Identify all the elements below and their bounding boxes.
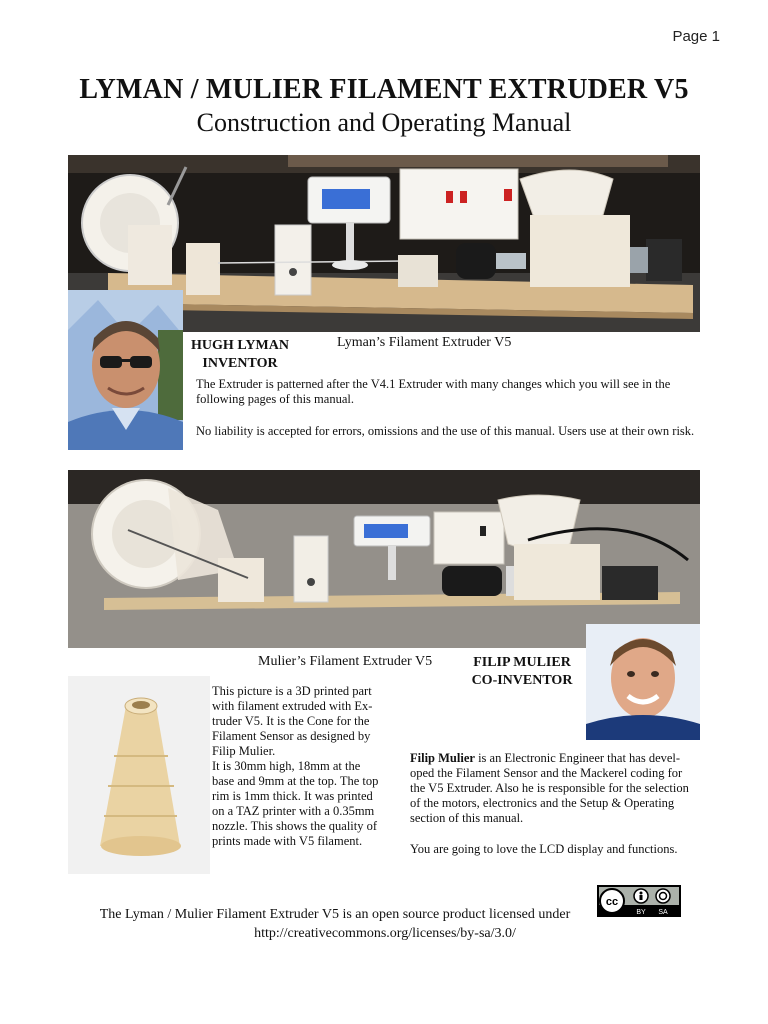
cc-by-sa-badge[interactable] [597, 885, 681, 917]
cone-photo [68, 676, 210, 874]
cone-line: rim is 1mm thick. It was printed [212, 789, 373, 803]
liability-disclaimer: No liability is accepted for errors, omissions and the use of this manual. Users use at their own risk. [196, 424, 695, 438]
cone-line: It is 30mm high, 18mm at the [212, 759, 361, 773]
cone-line: Filip Mulier. [212, 744, 276, 758]
bio-line: of the motors, electronics and the Setup & Operating [410, 796, 675, 810]
bio-name: Filip Mulier [410, 751, 475, 765]
document-title: LYMAN / MULIER FILAMENT EXTRUDER V5 [79, 74, 689, 105]
coinventor-label [462, 654, 582, 690]
filip-mulier-portrait [586, 624, 700, 740]
bio-line [410, 751, 710, 766]
inventor-role: INVENTOR [202, 356, 278, 371]
hugh-lyman-portrait [68, 290, 183, 450]
cone-line: Filament Sensor as designed by [212, 729, 371, 743]
share-alike-icon [656, 889, 670, 903]
document-subtitle: Construction and Operating Manual [196, 108, 572, 137]
cone-line: truder V5. It is the Cone for the [212, 714, 370, 728]
cone-line: on a TAZ printer with a 0.35mm [212, 804, 375, 818]
license-statement: The Lyman / Mulier Filament Extruder V5 is an open source product licensed under [99, 907, 571, 922]
svg-text:cc: cc [605, 896, 619, 908]
page-number: Page 1 [672, 28, 720, 45]
mulier-bio [410, 751, 710, 826]
bio-line: the V5 Extruder. Also he is responsible for the selection [410, 781, 689, 795]
mulier-extruder-photo [68, 470, 700, 648]
bio-line: oped the Filament Sensor and the Mackerel coding for [410, 766, 683, 780]
intro-paragraph: The Extruder is patterned after the V4.1 Extruder with many changes which you will see in the following pages of this manual. [196, 377, 671, 406]
bio-line: section of this manual. [410, 811, 524, 825]
cone-line: prints made with V5 filament. [212, 834, 363, 848]
mulier-caption: Mulier’s Filament Extruder V5 [258, 654, 433, 669]
cone-line: with filament extruded with Ex- [212, 699, 373, 713]
cone-line: nozzle. This shows the quality of [212, 819, 378, 833]
license-url[interactable]: http://creativecommons.org/licenses/by-sa/3.0/ [254, 926, 516, 941]
bio-line-text: is an Electronic Engineer that has devel- [474, 751, 681, 765]
badge-by-text: BY [636, 909, 646, 916]
lcd-closing-line: You are going to love the LCD display and functions. [410, 842, 678, 856]
inventor-name: HUGH LYMAN [191, 338, 289, 353]
cone-line: base and 9mm at the top. The top [212, 774, 379, 788]
lyman-caption: Lyman’s Filament Extruder V5 [337, 335, 512, 350]
cone-description [212, 684, 392, 849]
coinventor-role: CO-INVENTOR [471, 673, 573, 688]
coinventor-name: FILIP MULIER [473, 655, 571, 670]
badge-sa-text: SA [658, 909, 668, 916]
cone-line: This picture is a 3D printed part [212, 684, 372, 698]
inventor-label [190, 337, 290, 373]
